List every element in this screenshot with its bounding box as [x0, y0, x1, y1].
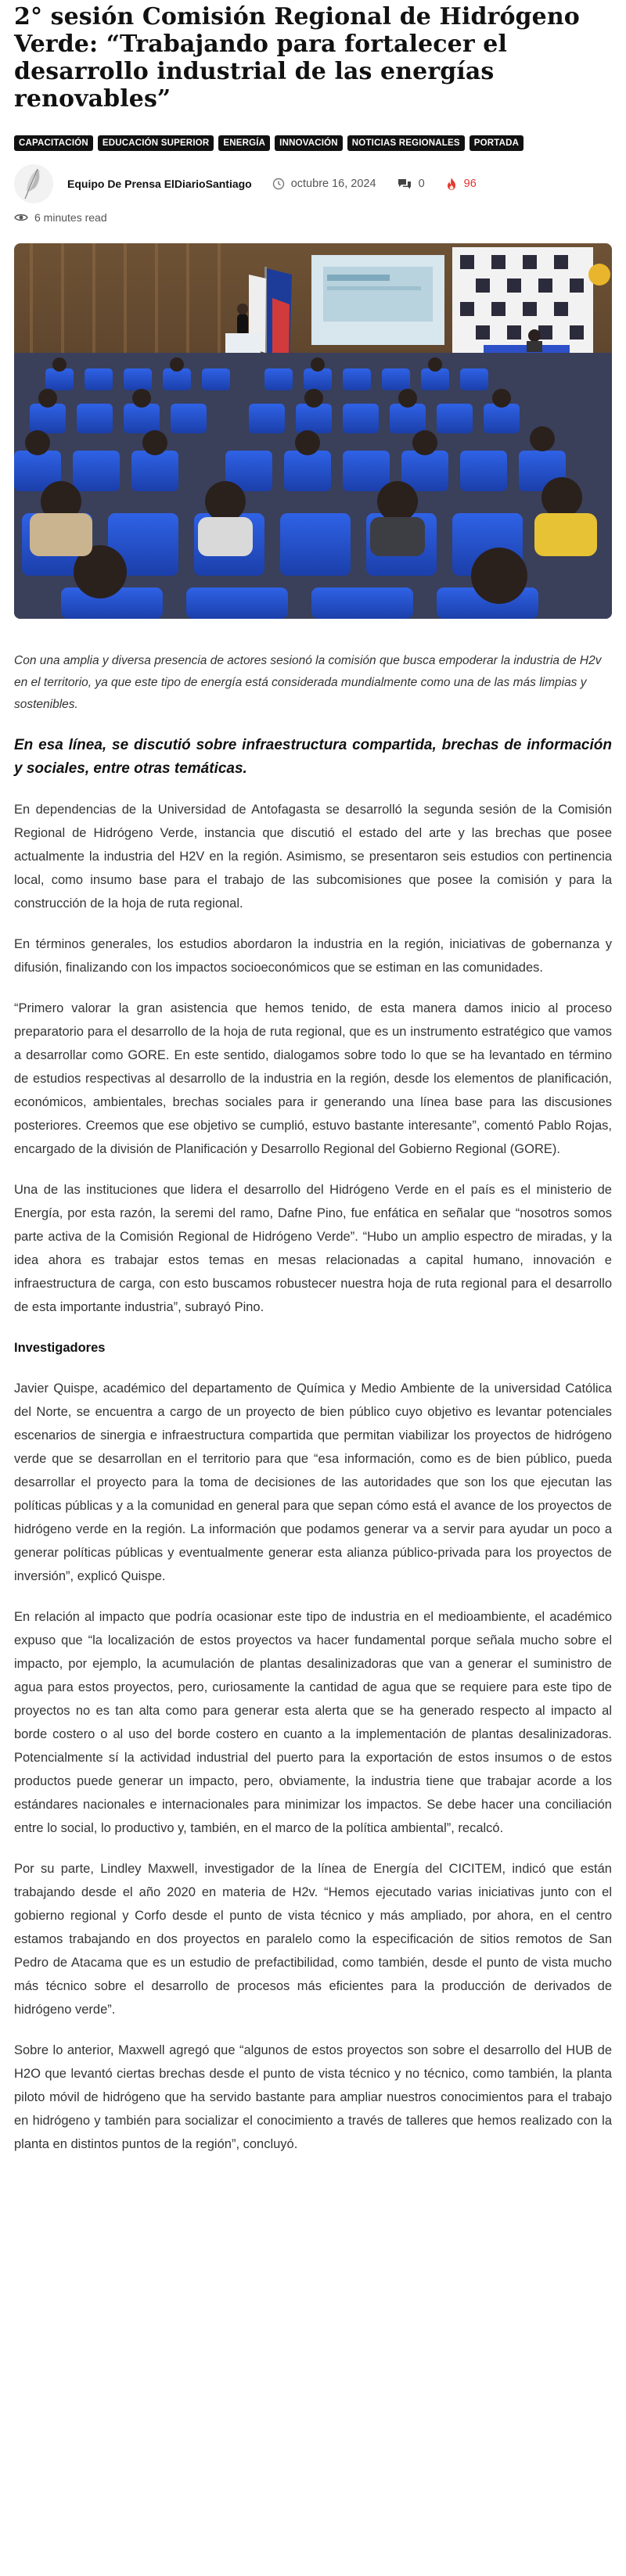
article-title: 2° sesión Comisión Regional de Hidrógeno Verde: “Trabajando para fortalecer el desarrollo industrial de las energías renovables”: [14, 3, 580, 113]
paragraph: Una de las instituciones que lidera el desarrollo del Hidrógeno Verde en el país es el ministerio de Energía, por esta razón, la seremi del ramo, Dafne Pino, fue enfática en señalar que “nosotros somos parte activa de la Comisión Regional de Hidrógeno Verde”. “Hubo un amplio espectro de miradas, y la idea ahora es trabajar estos temas en mesas relacionadas a capital humano, innovación e infraestructura de carga, con esto buscamos robustecer nuestra hoja de ruta regional para el desarrollo de esta importante industria”, subrayó Pino.: [14, 1183, 612, 1314]
paragraph: En dependencias de la Universidad de Antofagasta se desarrolló la segunda sesión de la Comisión Regional de Hidrógeno Verde, instancia que discutió el estado del arte y las brechas que posee actualmente la industria del H2V en la región. Asimismo, se presentaron seis estudios con pertinencia local, como insumo base para el trabajo de las subcomisiones que posee la comisión y para la construcción de la hoja de ruta regional.: [14, 803, 612, 911]
eye-icon: [14, 213, 28, 222]
tag-noticias-regionales[interactable]: NOTICIAS REGIONALES: [347, 135, 465, 151]
article-meta: [14, 164, 612, 203]
article: [14, 0, 612, 2156]
section-heading: Investigadores: [14, 1341, 106, 1355]
paragraph: “Primero valorar la gran asistencia que hemos tenido, de esta manera damos inicio al proceso preparatorio para el desarrollo de la hoja de ruta regional, que es un instrumento estratégico que vamos a desarrollar como GORE. En este sentido, dialogamos sobre todo lo que se ha levantado en término de estudios respectivas al desarrollo de la industria en la región, desde los elementos de planificación, económicos, ambientales, brechas sociales para ir generando una línea base para las discusiones posteriores. Creemos que ese objetivo se cumplió, estuvo bastante interesante”, comentó Pablo Rojas, encargado de la división de Planificación y Desarrollo Regional del Gobierno Regional (GORE).: [14, 1001, 612, 1156]
image-caption: Con una amplia y diversa presencia de actores sesionó la comisión que busca empoderar la industria de H2v en el territorio, ya que este tipo de energía está considerada mundialmente como una de las más limpias y sostenibles.: [14, 654, 602, 711]
read-time: [14, 211, 612, 224]
article-lead: En esa línea, se discutió sobre infraestructura compartida, brechas de información y sociales, entre otras temáticas.: [14, 737, 612, 777]
author-avatar[interactable]: [14, 164, 53, 203]
tag-energia[interactable]: ENERGÍA: [218, 135, 270, 151]
comments-icon: [397, 178, 412, 190]
date-text: octubre 16, 2024: [290, 178, 376, 190]
author-name[interactable]: Equipo De Prensa ElDiarioSantiago: [67, 178, 252, 190]
paragraph: En términos generales, los estudios abordaron la industria en la región, iniciativas de gobernanza y difusión, finalizando con los impactos socioeconómicos que se estiman en las comunidades.: [14, 937, 612, 975]
publish-date: [272, 178, 376, 190]
paragraph: Javier Quispe, académico del departamento de Química y Medio Ambiente de la universidad Católica del Norte, se encuentra a cargo de un proyecto de bien público cuyo objetivo es levantar potenciales escenarios de sinergia e infraestructura compartida que permitan viabilizar los proyectos de hidrógeno verde que se desarrollan en el territorio para que “esa información, como es de bien público, pueda desarrollar el proyecto para la toma de decisiones de las autoridades que son los que ejecutan las políticas públicas y a la comunidad en general para que sepan cómo está el avance de los proyectos de hidrógeno verde en la región. La información que podamos generar va a servir para ayudar un poco a generar políticas públicas y eventualmente generar esta alianza público-privada para los proyectos de inversión”, explicó Quispe.: [14, 1381, 612, 1583]
hero-image: [14, 243, 612, 619]
comment-count-value: 0: [418, 178, 425, 190]
paragraph: Sobre lo anterior, Maxwell agregó que “algunos de estos proyectos son sobre el desarrollo del HUB de H2O que levantó ciertas brechas desde el punto de vista técnico y no técnico, como también, la planta piloto móvil de hidrógeno que ha servido bastante para ampliar nuestros conocimientos para el trabajo en hidrógeno y también para socializar el conocimiento a través de talleres que hemos realizado con la planta en distintos puntos de la región”, concluyó.: [14, 2043, 612, 2151]
comment-count[interactable]: [397, 178, 425, 190]
clock-icon: [272, 178, 285, 190]
tag-educacion-superior[interactable]: EDUCACIÓN SUPERIOR: [98, 135, 214, 151]
flame-icon: [445, 177, 458, 191]
tag-portada[interactable]: PORTADA: [470, 135, 523, 151]
tag-innovacion[interactable]: INNOVACIÓN: [275, 135, 343, 151]
view-count: [445, 177, 477, 191]
tag-list: [14, 135, 562, 151]
paragraph: Por su parte, Lindley Maxwell, investigador de la línea de Energía del CICITEM, indicó que están trabajando desde el año 2020 en materia de H2v. “Hemos ejecutado varias iniciativas junto con el gobierno regional y Corfo desde el punto de vista técnico y más ampliado, por ahora, en el centro estamos trabajando en dos proyectos en paralelo como la especificación de sitios remotos de San Pedro de Atacama que es un estudio de prefactibilidad, como también, desde el punto de vista mucho más técnico sobre el desarrollo de procesos más eficientes para la producción de derivados de hidrógeno verde”.: [14, 1862, 612, 2017]
view-count-value: 96: [463, 178, 477, 190]
read-time-text: 6 minutes read: [34, 211, 107, 224]
paragraph: En relación al impacto que podría ocasionar este tipo de industria en el medioambiente, el académico expuso que “la localización de estos proyectos va hacer fundamental porque señala mucho sobre el impacto, por ejemplo, la acumulación de plantas desalinizadoras que van a generar el suministro de agua para estos proyectos, pero, curiosamente la cantidad de agua que se requiere para este tipo de proyectos no es tan alta como para generar esta alerta que se ha generado respecto al impacto al borde costero o al uso del borde costero en cuanto a la implementación de plantas desalinizadoras. Potencialmente sí la actividad industrial del puerto para la exportación de estos insumos o de estos productos puede generar un impacto, pero, obviamente, la industria tiene que trabajar acorde a los estándares nacionales e internacionales para minimizar los impactos. Se debe hacer una conciliación entre lo social, lo productivo y, también, en el marco de la política ambiental”, recalcó.: [14, 1610, 612, 1835]
tag-capacitacion[interactable]: CAPACITACIÓN: [14, 135, 93, 151]
